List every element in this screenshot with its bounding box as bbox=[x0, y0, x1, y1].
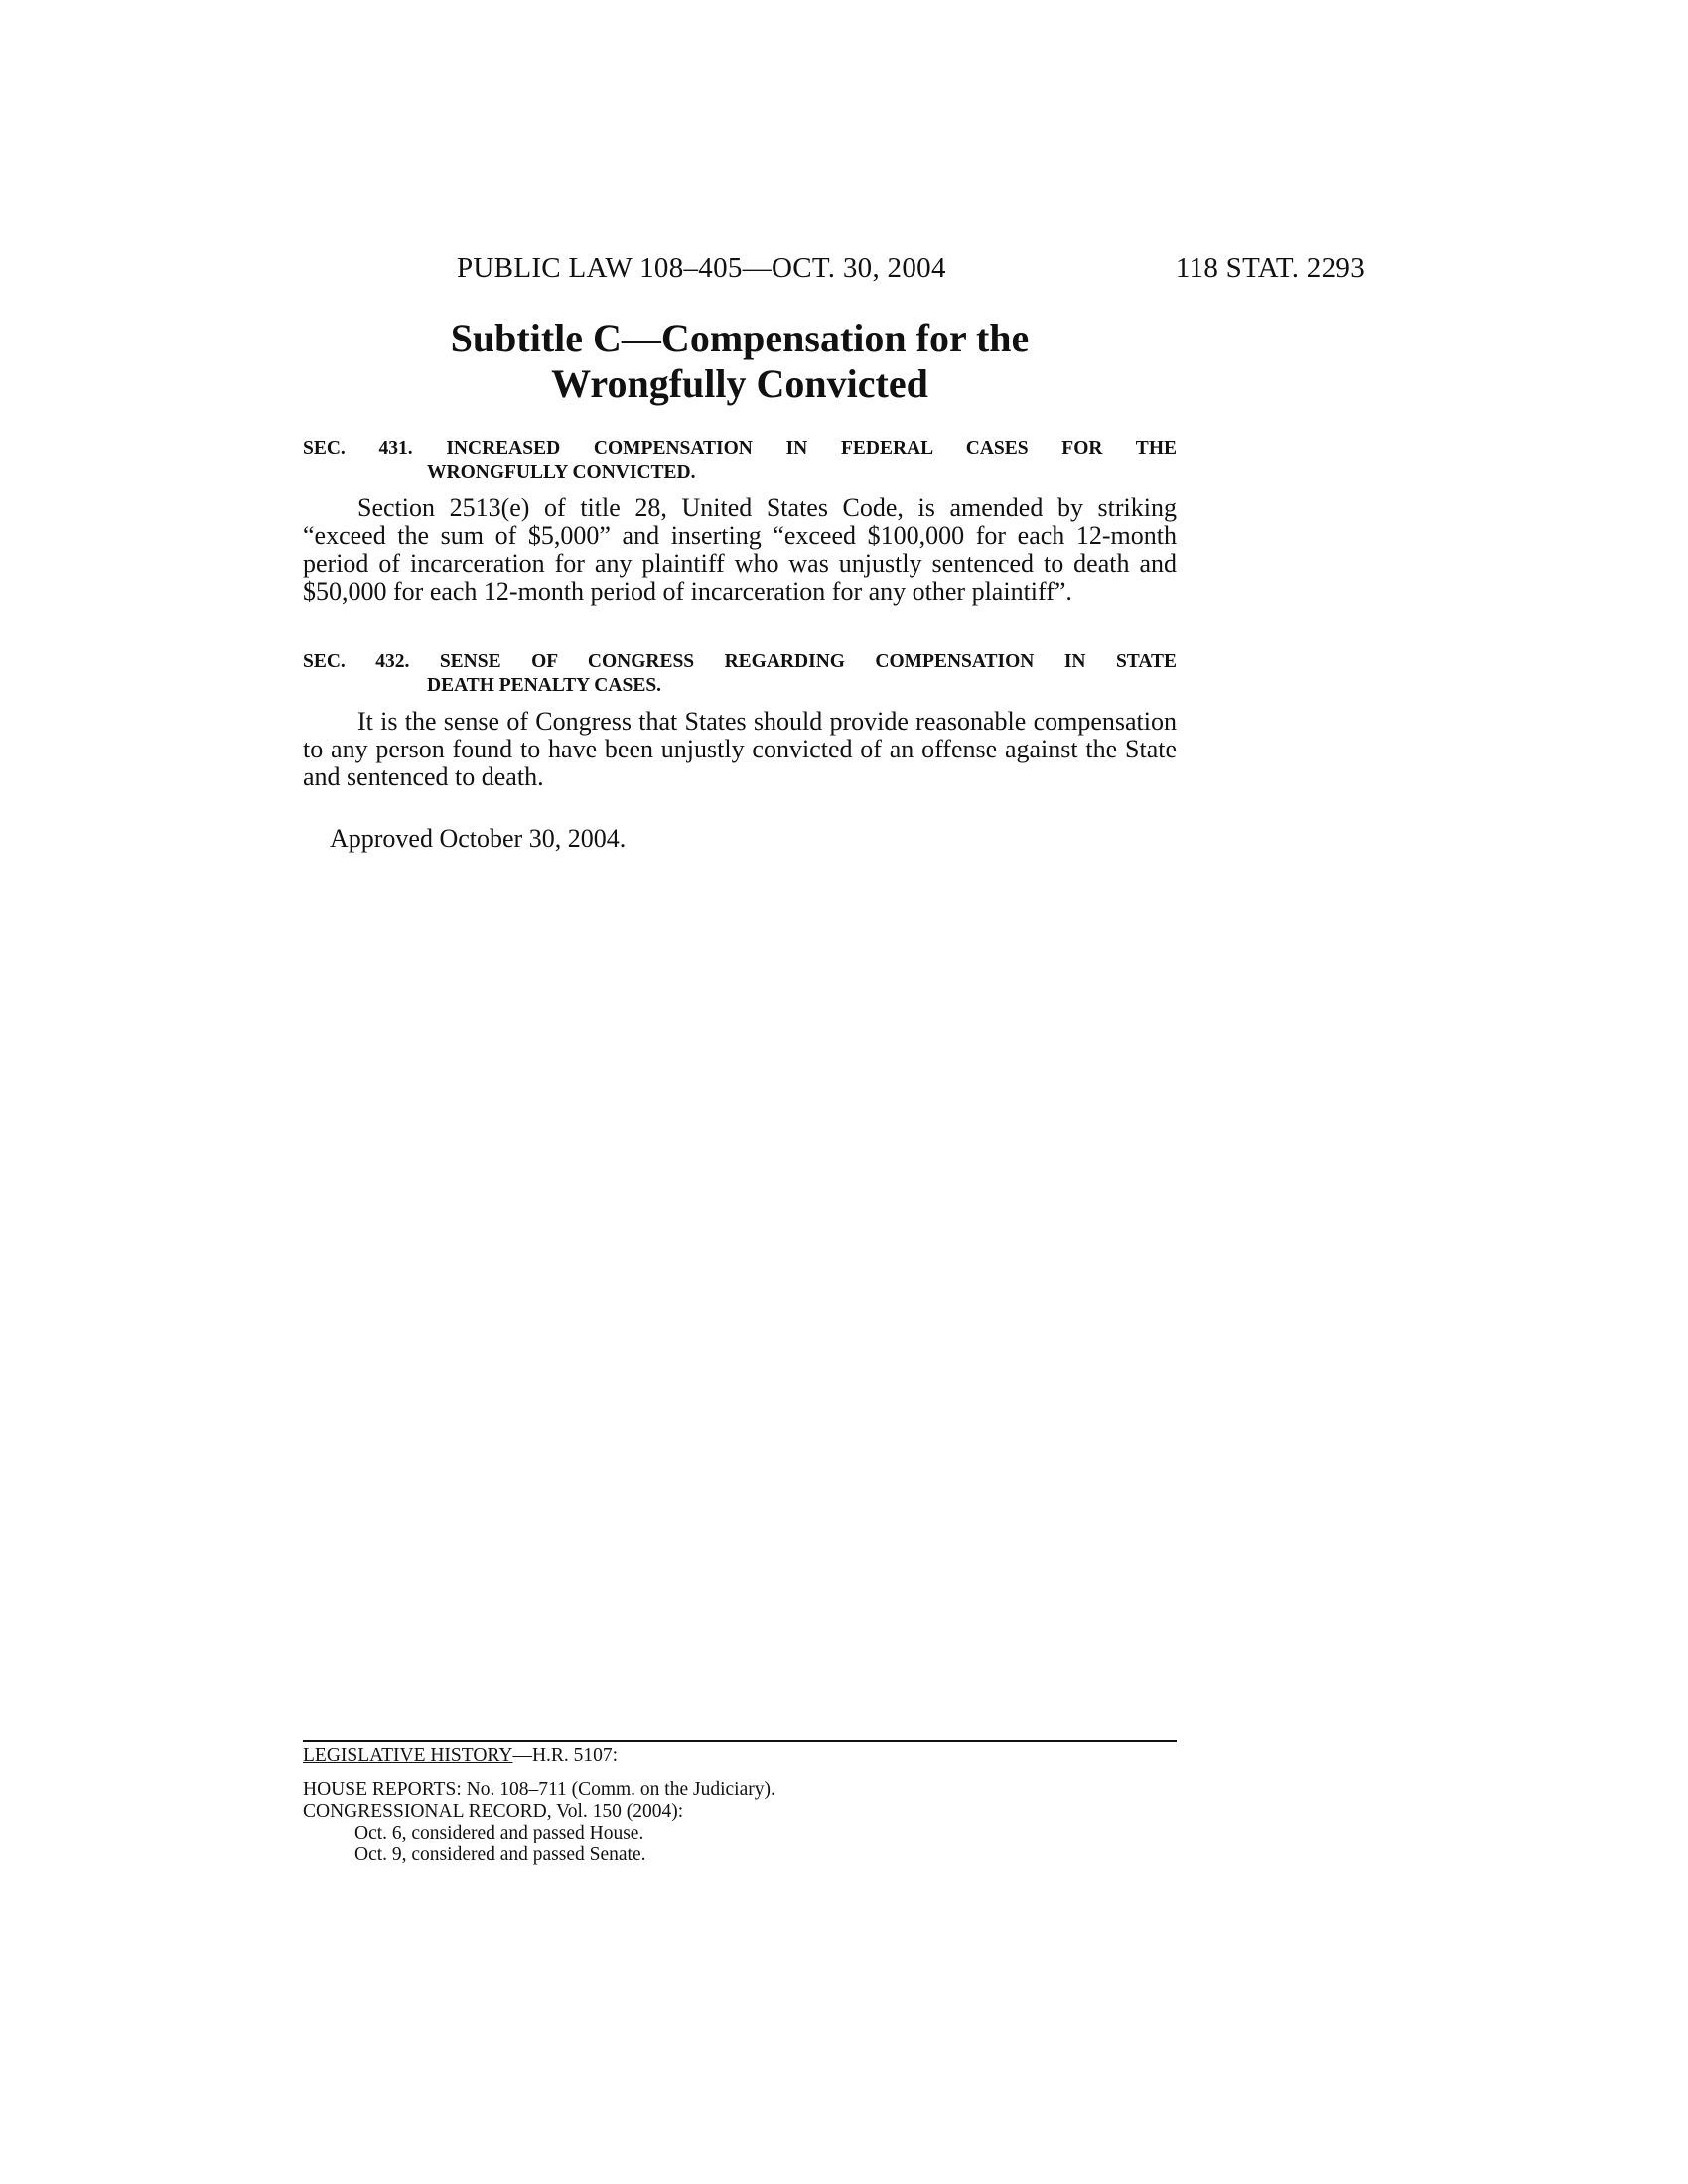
section-432-text: It is the sense of Congress that States should provide reasonable compensation to any person found to have been unjustly convicted of an offense against the State and sentenced to death. bbox=[303, 707, 1177, 791]
section-431-heading-line-2: WRONGFULLY CONVICTED. bbox=[427, 462, 696, 482]
running-head: PUBLIC LAW 108–405—OCT. 30, 2004 bbox=[457, 252, 946, 284]
section-431-heading bbox=[303, 437, 1177, 484]
record-entry: Oct. 6, considered and passed House. bbox=[354, 1823, 644, 1843]
legislative-history bbox=[303, 1745, 1177, 1866]
section-431-text: Section 2513(e) of title 28, United States Code, is amended by striking “exceed the sum of $5,000” and inserting “exceed $100,000 for each 12-month period of incarceration for any plaintiff who was unjustly sentenced to death and $50,000 for each 12-month period of incarceration for any other plaintiff”. bbox=[303, 493, 1177, 606]
subtitle-line-1: Subtitle C—Compensation for the bbox=[450, 316, 1030, 360]
subtitle-line-2: Wrongfully Convicted bbox=[551, 361, 928, 406]
record-entry: Oct. 9, considered and passed Senate. bbox=[354, 1844, 646, 1865]
legislative-history-label: LEGISLATIVE HISTORY bbox=[303, 1745, 513, 1766]
section-432-heading-line-2: DEATH PENALTY CASES. bbox=[427, 675, 662, 696]
congressional-record: CONGRESSIONAL RECORD, Vol. 150 (2004): bbox=[303, 1801, 684, 1822]
approval-date: Approved October 30, 2004. bbox=[330, 824, 627, 853]
legislative-history-bill: —H.R. 5107: bbox=[512, 1745, 619, 1766]
footnote-divider bbox=[303, 1740, 1177, 1742]
legislative-history-title bbox=[303, 1745, 1177, 1767]
section-432-heading bbox=[303, 650, 1177, 698]
subtitle-heading bbox=[303, 316, 1177, 407]
section-431-heading-line-1: SEC. 431. INCREASED COMPENSATION IN FEDERAL CASES FOR THE bbox=[303, 438, 1177, 459]
statute-reference: 118 STAT. 2293 bbox=[1175, 252, 1365, 284]
house-reports: HOUSE REPORTS: No. 108–711 (Comm. on the Judiciary). bbox=[303, 1779, 775, 1800]
section-432-heading-line-1: SEC. 432. SENSE OF CONGRESS REGARDING COMPENSATION IN STATE bbox=[303, 651, 1177, 672]
